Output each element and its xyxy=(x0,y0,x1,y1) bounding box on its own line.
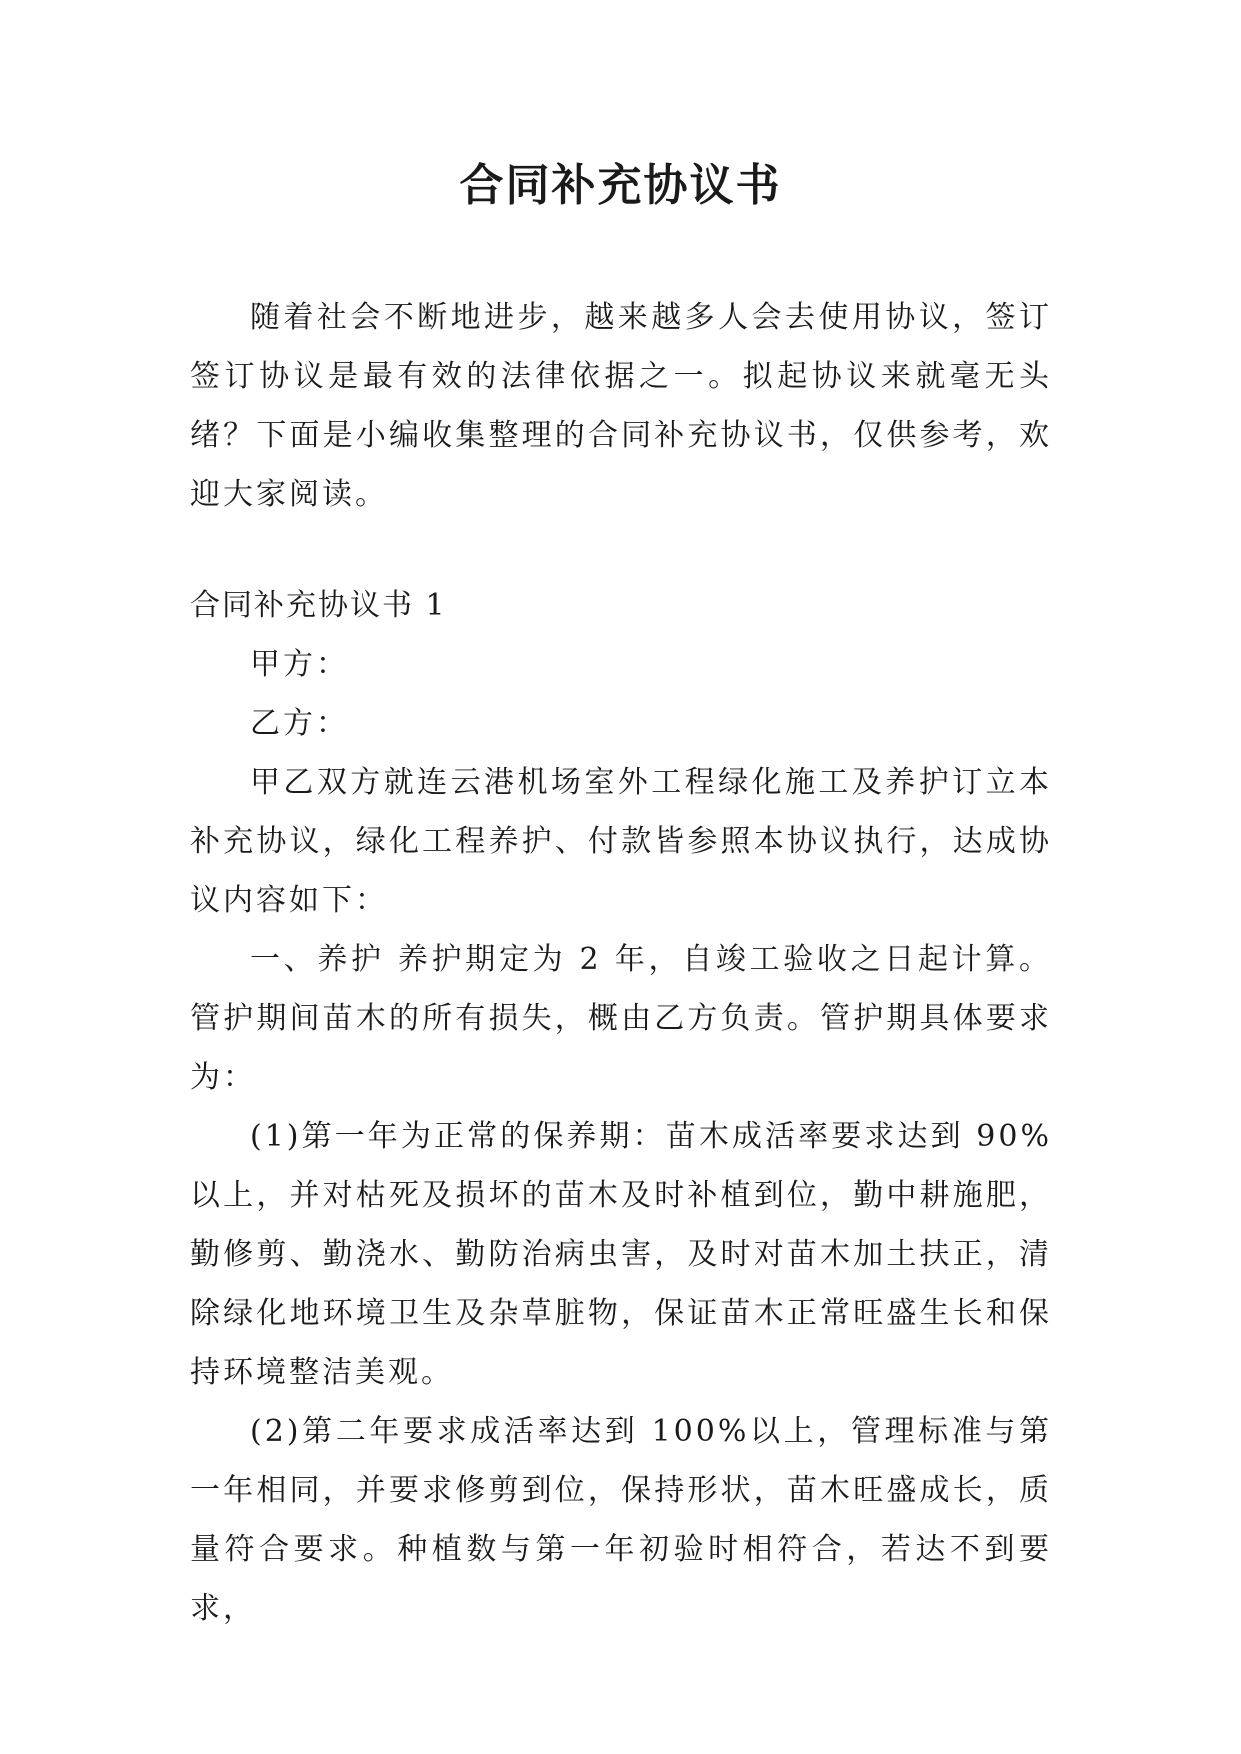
intro-paragraph: 随着社会不断地进步，越来越多人会去使用协议，签订签订协议是最有效的法律依据之一。拟起协议来就毫无头绪？下面是小编收集整理的合同补充协议书，仅供参考，欢迎大家阅读。 xyxy=(190,300,1052,512)
section-heading: 合同补充协议书 1 xyxy=(190,588,447,623)
clause-second-year: (2)第二年要求成活率达到 100%以上，管理标准与第一年相同，并要求修剪到位，保持形状，苗木旺盛成长，质量符合要求。种植数与第一年初验时相符合，若达不到要求， xyxy=(190,1414,1052,1626)
agreement-paragraph: 甲乙双方就连云港机场室外工程绿化施工及养护订立本补充协议，绿化工程养护、付款皆参照本协议执行，达成协议内容如下： xyxy=(190,765,1052,918)
party-b-line: 乙方： xyxy=(250,706,349,741)
document-title: 合同补充协议书 xyxy=(459,160,782,211)
document-body xyxy=(190,288,1052,1638)
party-a-line: 甲方： xyxy=(250,647,349,682)
clause-first-year: (1)第一年为正常的保养期：苗木成活率要求达到 90%以上，并对枯死及损坏的苗木及时补植到位，勤中耕施肥，勤修剪、勤浇水、勤防治病虫害，及时对苗木加土扶正，清除绿化地环境卫生及杂草脏物，保证苗木正常旺盛生长和保持环境整洁美观。 xyxy=(190,1119,1052,1390)
clause-maintenance: 一、养护 养护期定为 2 年，自竣工验收之日起计算。管护期间苗木的所有损失，概由乙方负责。管护期具体要求为： xyxy=(190,942,1052,1095)
section-gap xyxy=(190,524,1052,576)
